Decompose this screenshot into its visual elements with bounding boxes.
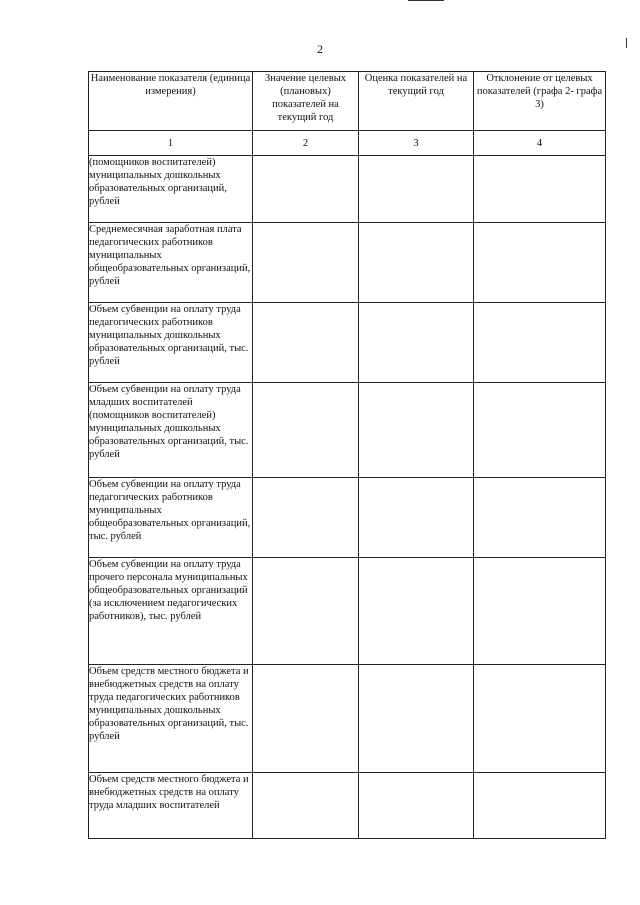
deviation-cell <box>474 156 606 223</box>
estimate-cell <box>359 156 474 223</box>
estimate-cell <box>359 383 474 478</box>
deviation-cell <box>474 558 606 665</box>
indicators-table <box>88 71 606 839</box>
estimate-cell <box>359 478 474 558</box>
page-number: 2 <box>317 42 323 56</box>
indicator-name: Объем средств местного бюджета и внебюджетных средств на оплату труда педагогических работников муниципальных дошкольных образовательных организаций, тыс. рублей <box>89 665 253 773</box>
target-value-cell <box>253 558 359 665</box>
indicator-name: Объем субвенции на оплату труда прочего персонала муниципальных общеобразовательных организаций (за исключением педагогических работников), тыс. рублей <box>89 558 253 665</box>
indicator-name: Среднемесячная заработная плата педагогических работников муниципальных общеобразовательных организаций, рублей <box>89 223 253 303</box>
target-value-cell <box>253 773 359 839</box>
target-value-cell <box>253 665 359 773</box>
table-row <box>89 156 606 223</box>
target-value-cell <box>253 223 359 303</box>
estimate-cell <box>359 303 474 383</box>
indicator-name: Объем средств местного бюджета и внебюджетных средств на оплату труда младших воспитателей <box>89 773 253 839</box>
indicator-name: Объем субвенции на оплату труда педагогических работников муниципальных общеобразовательных организаций, тыс. рублей <box>89 478 253 558</box>
table-row <box>89 773 606 839</box>
deviation-cell <box>474 223 606 303</box>
target-value-cell <box>253 303 359 383</box>
column-number: 4 <box>474 131 606 156</box>
table-row <box>89 383 606 478</box>
column-number: 2 <box>253 131 359 156</box>
table-row <box>89 478 606 558</box>
column-numbers-row <box>89 131 606 156</box>
estimate-cell <box>359 665 474 773</box>
table-row <box>89 665 606 773</box>
deviation-cell <box>474 665 606 773</box>
column-number: 3 <box>359 131 474 156</box>
table-row <box>89 223 606 303</box>
table-header-row <box>89 72 606 131</box>
deviation-cell <box>474 478 606 558</box>
header-target-value: Значение целевых (плановых) показателей на текущий год <box>253 72 359 131</box>
indicator-name: (помощников воспитателей) муниципальных дошкольных образовательных организаций, рублей <box>89 156 253 223</box>
column-number: 1 <box>89 131 253 156</box>
indicator-name: Объем субвенции на оплату труда младших воспитателей (помощников воспитателей) муниципальных дошкольных образовательных организаций, тыс. рублей <box>89 383 253 478</box>
indicator-name: Объем субвенции на оплату труда педагогических работников муниципальных дошкольных образовательных организаций, тыс. рублей <box>89 303 253 383</box>
table-row <box>89 303 606 383</box>
header-deviation: Отклонение от целевых показателей (графа 2- графа 3) <box>474 72 606 131</box>
deviation-cell <box>474 303 606 383</box>
estimate-cell <box>359 773 474 839</box>
header-estimate: Оценка показателей на текущий год <box>359 72 474 131</box>
deviation-cell <box>474 383 606 478</box>
target-value-cell <box>253 383 359 478</box>
table-row <box>89 558 606 665</box>
deviation-cell <box>474 773 606 839</box>
estimate-cell <box>359 558 474 665</box>
scan-mark-top <box>408 0 444 1</box>
target-value-cell <box>253 156 359 223</box>
estimate-cell <box>359 223 474 303</box>
target-value-cell <box>253 478 359 558</box>
header-indicator-name: Наименование показателя (единица измерения) <box>89 72 253 131</box>
